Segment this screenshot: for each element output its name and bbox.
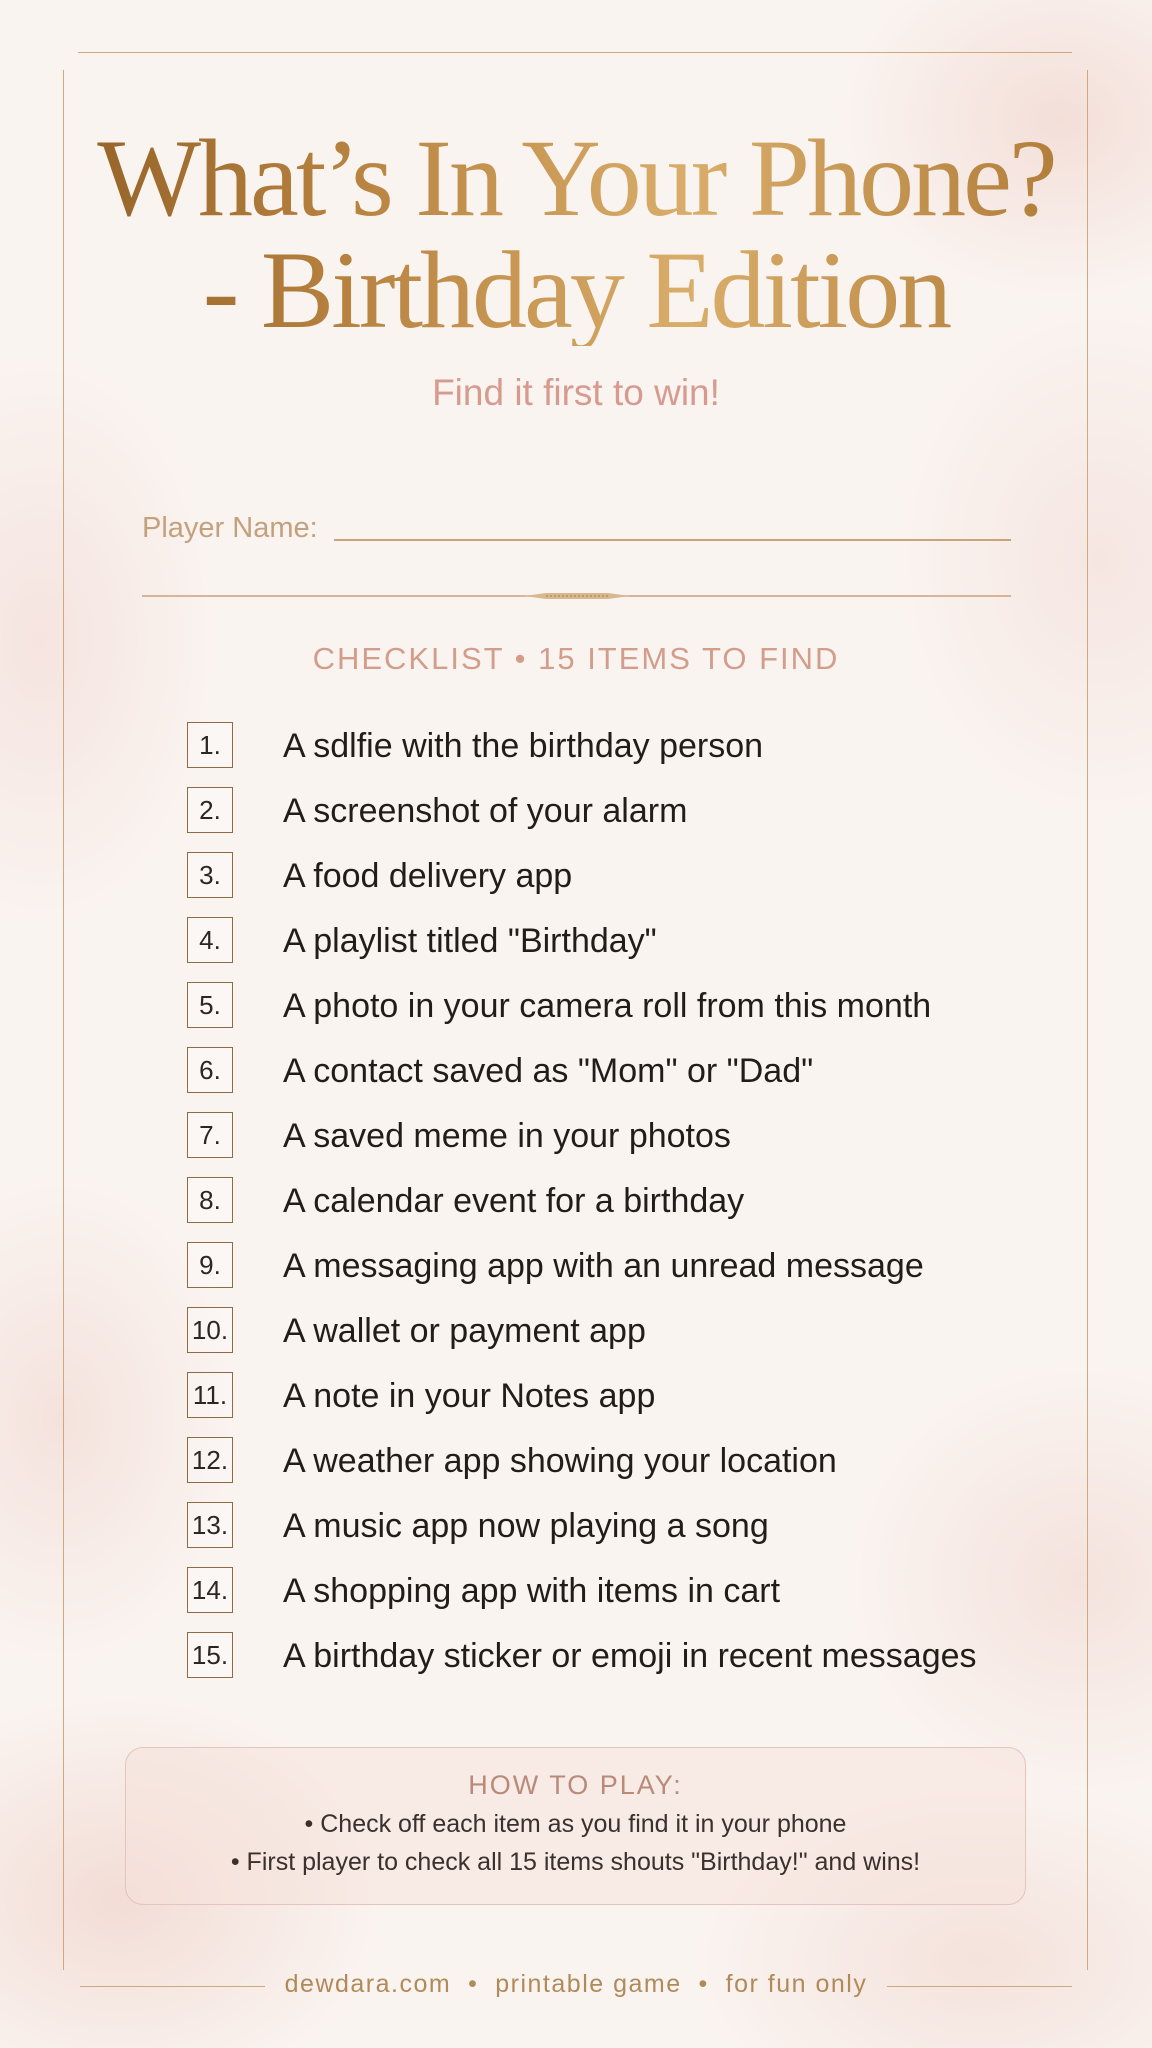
frame-top-line	[78, 52, 1072, 53]
frame-right-line	[1087, 70, 1088, 1970]
checkbox[interactable]: 4.	[187, 917, 233, 963]
checklist-item[interactable]	[187, 917, 1047, 965]
checklist-item[interactable]	[187, 787, 1047, 835]
checklist-item-text: A wallet or payment app	[283, 1312, 646, 1350]
checklist-item-text: A calendar event for a birthday	[283, 1182, 745, 1220]
checklist-item-text: A weather app showing your location	[283, 1442, 837, 1480]
checklist-item-text: A birthday sticker or emoji in recent messages	[283, 1637, 977, 1675]
checklist-item[interactable]	[187, 1177, 1047, 1225]
checklist-heading: CHECKLIST • 15 ITEMS TO FIND	[312, 641, 840, 676]
how-to-play-line: • Check off each item as you find it in your phone	[304, 1810, 847, 1838]
player-name-field[interactable]	[334, 539, 1011, 541]
ornamental-divider	[142, 588, 1011, 604]
checklist-item-text: A note in your Notes app	[283, 1377, 656, 1415]
checklist-item[interactable]	[187, 1437, 1047, 1485]
how-to-play-line: • First player to check all 15 items shouts "Birthday!" and wins!	[230, 1848, 921, 1876]
checklist-item-text: A screenshot of your alarm	[283, 792, 688, 830]
checklist-item[interactable]	[187, 1372, 1047, 1420]
checkbox[interactable]: 6.	[187, 1047, 233, 1093]
checkbox[interactable]: 7.	[187, 1112, 233, 1158]
checklist-item[interactable]	[187, 852, 1047, 900]
checkbox[interactable]: 15.	[187, 1632, 233, 1678]
checklist-item-text: A food delivery app	[283, 857, 573, 895]
player-name-label: Player Name:	[142, 512, 318, 544]
checklist-item-text: A messaging app with an unread message	[283, 1247, 924, 1285]
checkbox[interactable]: 5.	[187, 982, 233, 1028]
checklist-item[interactable]	[187, 1632, 1047, 1680]
checkbox[interactable]: 10.	[187, 1307, 233, 1353]
checklist-item[interactable]	[187, 1307, 1047, 1355]
checkbox[interactable]: 14.	[187, 1567, 233, 1613]
checkbox[interactable]: 8.	[187, 1177, 233, 1223]
checklist-item-text: A contact saved as "Mom" or "Dad"	[283, 1052, 814, 1090]
checkbox[interactable]: 12.	[187, 1437, 233, 1483]
checkbox[interactable]: 1.	[187, 722, 233, 768]
checkbox[interactable]: 3.	[187, 852, 233, 898]
checkbox[interactable]: 9.	[187, 1242, 233, 1288]
checklist-item[interactable]	[187, 1567, 1047, 1615]
checklist-item-text: A saved meme in your photos	[283, 1117, 731, 1155]
checklist-item[interactable]	[187, 1502, 1047, 1550]
title-line-2: - Birthday Edition	[202, 229, 950, 351]
subtitle: Find it first to win!	[432, 372, 720, 413]
frame-left-line	[63, 70, 64, 1970]
checklist-item[interactable]	[187, 1112, 1047, 1160]
page-title	[0, 117, 1152, 351]
checklist-item-text: A playlist titled "Birthday"	[283, 922, 657, 960]
checklist-item[interactable]	[187, 1047, 1047, 1095]
how-to-play-title: HOW TO PLAY:	[468, 1770, 683, 1800]
footer: dewdara.com • printable game • for fun only	[284, 1970, 868, 1998]
how-to-play-box	[125, 1747, 1026, 1905]
checklist-item-text: A music app now playing a song	[283, 1507, 769, 1545]
title-line-1: What’s In Your Phone?	[97, 117, 1055, 239]
checklist-item[interactable]	[187, 982, 1047, 1030]
checklist-item[interactable]	[187, 1242, 1047, 1290]
checkbox[interactable]: 11.	[187, 1372, 233, 1418]
checklist-item-text: A shopping app with items in cart	[283, 1572, 781, 1610]
checklist-item-text: A photo in your camera roll from this month	[283, 987, 932, 1025]
checklist-item-text: A sdlfie with the birthday person	[283, 727, 764, 765]
checkbox[interactable]: 13.	[187, 1502, 233, 1548]
checkbox[interactable]: 2.	[187, 787, 233, 833]
checklist-item[interactable]	[187, 722, 1047, 770]
